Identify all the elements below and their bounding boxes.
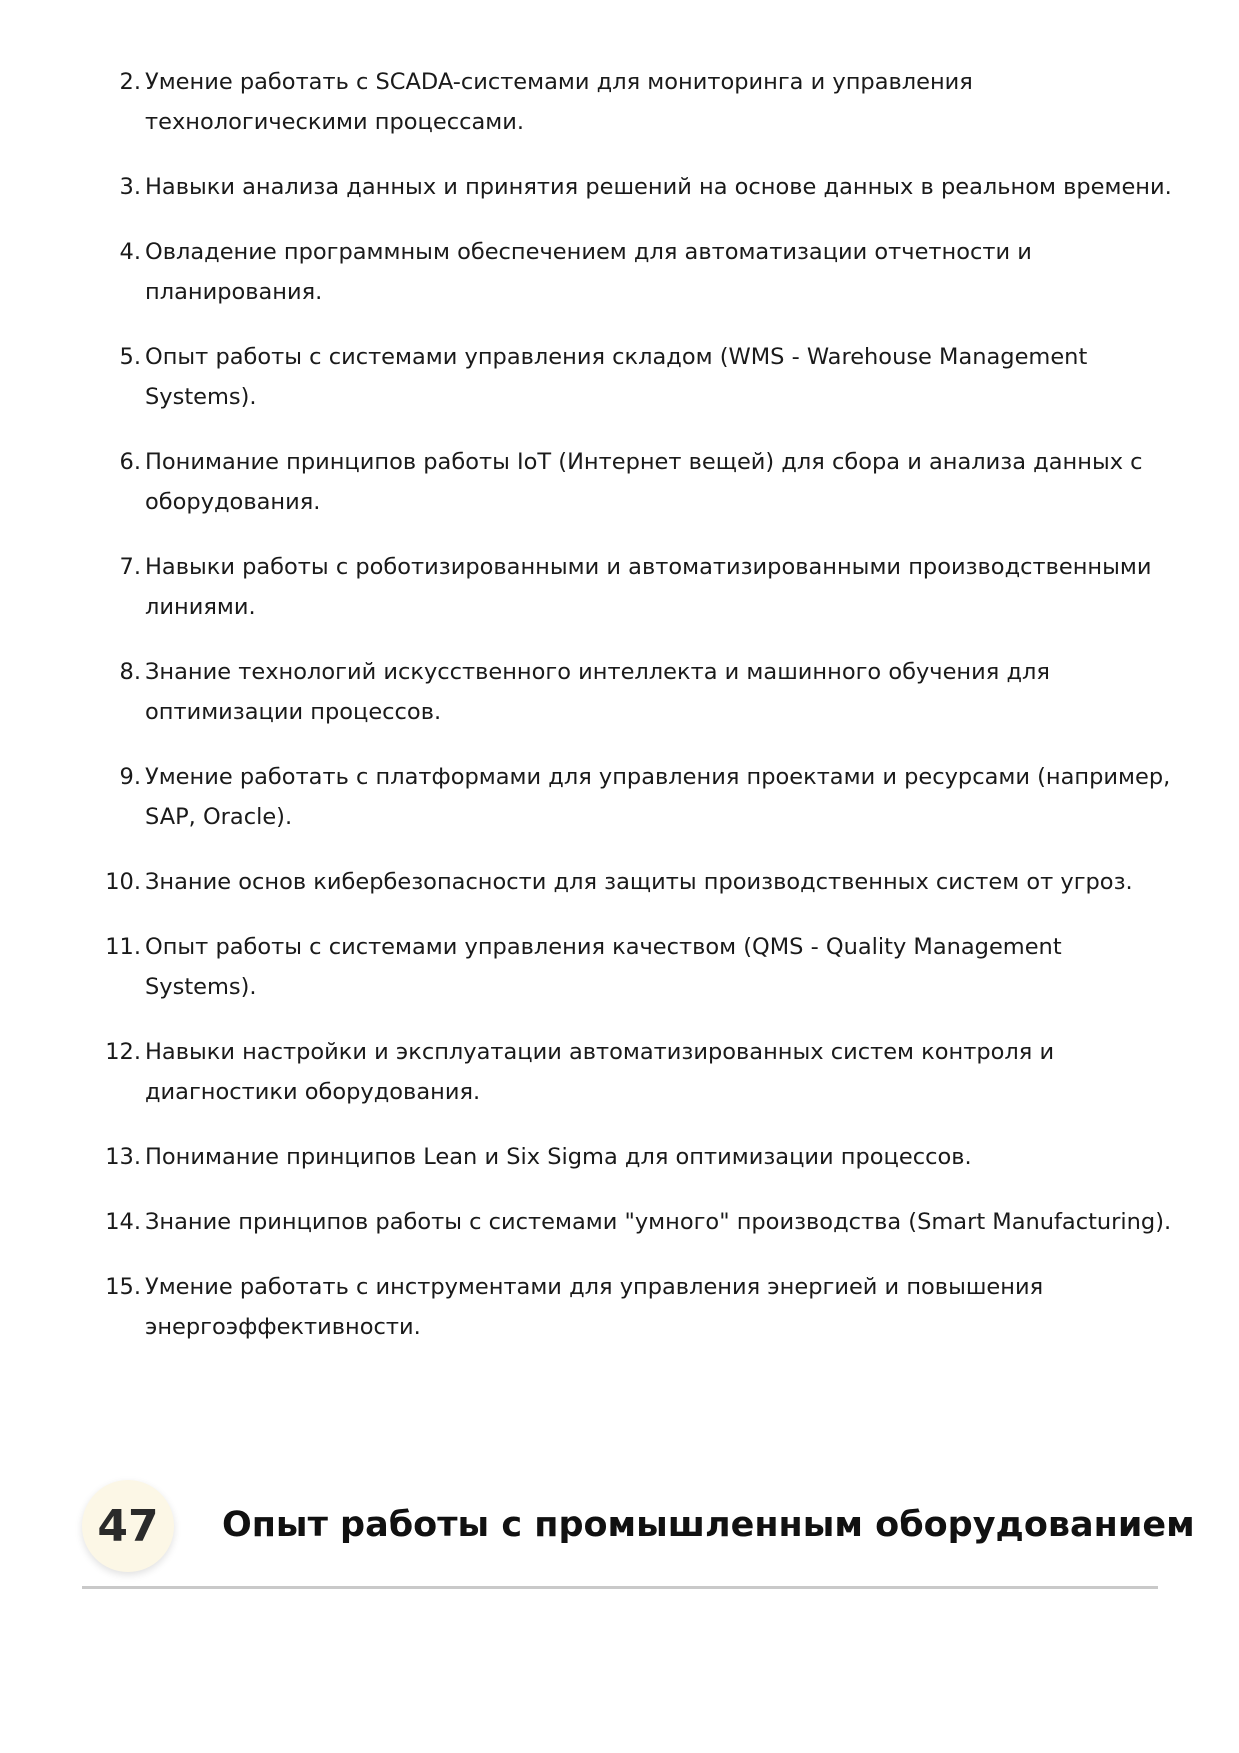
list-item-number: 5. bbox=[119, 344, 141, 370]
list-item-number: 2. bbox=[119, 69, 141, 95]
list-item bbox=[0, 62, 1239, 142]
list-item-text: Навыки работы с роботизированными и автоматизированными производственными линиями. bbox=[145, 554, 1152, 620]
list-item bbox=[0, 1032, 1239, 1112]
list-item bbox=[0, 547, 1239, 627]
list-item bbox=[0, 757, 1239, 837]
list-item-number: 11. bbox=[105, 934, 141, 960]
section-divider bbox=[82, 1586, 1158, 1589]
list-item-number: 4. bbox=[119, 239, 141, 265]
list-item bbox=[0, 232, 1239, 312]
list-item-number: 8. bbox=[119, 659, 141, 685]
list-item-text: Знание основ кибербезопасности для защиты производственных систем от угроз. bbox=[145, 869, 1133, 895]
list-item-number: 3. bbox=[119, 174, 141, 200]
section-header bbox=[82, 1480, 1195, 1590]
list-item-number: 15. bbox=[105, 1274, 141, 1300]
list-item-text: Умение работать с инструментами для управления энергией и повышения энергоэффективности. bbox=[145, 1274, 1044, 1340]
list-item-text: Умение работать с платформами для управления проектами и ресурсами (например, SAP, Oracle). bbox=[145, 764, 1171, 830]
list-item-text: Умение работать с SCADA-системами для мониторинга и управления технологическими процессами. bbox=[145, 69, 973, 135]
list-item bbox=[0, 927, 1239, 1007]
section-title: Опыт работы с промышленным оборудованием bbox=[222, 1505, 1195, 1545]
list-item-text: Понимание принципов Lean и Six Sigma для оптимизации процессов. bbox=[145, 1144, 972, 1170]
list-item bbox=[0, 1202, 1239, 1242]
list-item-number: 14. bbox=[105, 1209, 141, 1235]
list-item-text: Навыки настройки и эксплуатации автоматизированных систем контроля и диагностики оборудования. bbox=[145, 1039, 1055, 1105]
list-item-text: Навыки анализа данных и принятия решений на основе данных в реальном времени. bbox=[145, 174, 1172, 200]
list-item-number: 6. bbox=[119, 449, 141, 475]
list-item-text: Опыт работы с системами управления складом (WMS - Warehouse Management Systems). bbox=[145, 344, 1088, 410]
section-number-badge: 47 bbox=[82, 1480, 174, 1572]
list-item bbox=[0, 337, 1239, 417]
skills-list bbox=[0, 62, 1239, 1372]
list-item bbox=[0, 1137, 1239, 1177]
list-item-text: Понимание принципов работы IoT (Интернет вещей) для сбора и анализа данных с оборудования. bbox=[145, 449, 1143, 515]
list-item-number: 13. bbox=[105, 1144, 141, 1170]
list-item-text: Овладение программным обеспечением для автоматизации отчетности и планирования. bbox=[145, 239, 1032, 305]
list-item-number: 7. bbox=[119, 554, 141, 580]
list-item-text: Знание технологий искусственного интеллекта и машинного обучения для оптимизации процессов. bbox=[145, 659, 1050, 725]
list-item bbox=[0, 1267, 1239, 1347]
list-item-text: Опыт работы с системами управления качеством (QMS - Quality Management Systems). bbox=[145, 934, 1062, 1000]
list-item bbox=[0, 167, 1239, 207]
list-item bbox=[0, 652, 1239, 732]
list-item bbox=[0, 442, 1239, 522]
list-item-number: 10. bbox=[105, 869, 141, 895]
list-item-number: 12. bbox=[105, 1039, 141, 1065]
list-item-text: Знание принципов работы с системами "умного" производства (Smart Manufacturing). bbox=[145, 1209, 1172, 1235]
list-item bbox=[0, 862, 1239, 902]
list-item-number: 9. bbox=[119, 764, 141, 790]
